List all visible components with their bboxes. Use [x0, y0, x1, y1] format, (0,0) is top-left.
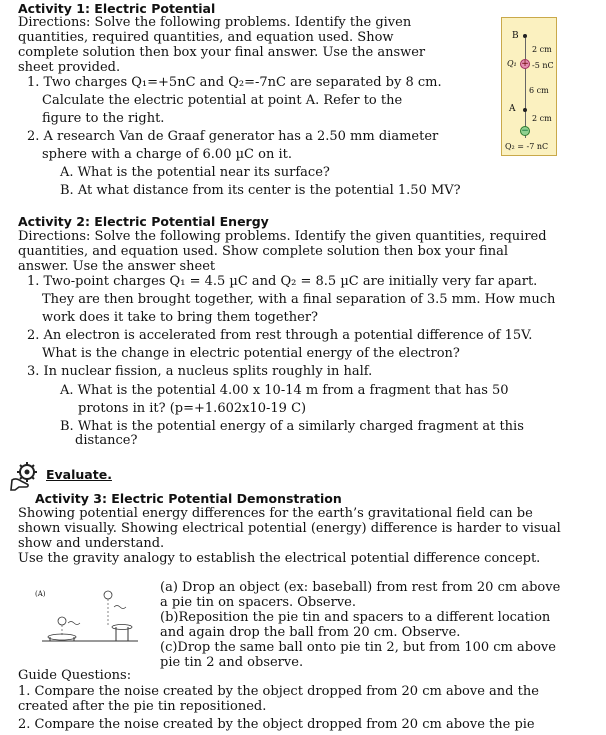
activity2-q1-cont: work does it take to bring them together? — [42, 310, 319, 325]
activity2-q3b-cont: distance? — [75, 433, 138, 448]
point-a-label: A — [509, 104, 516, 114]
point-a-dot — [523, 108, 527, 112]
activity3-step: and again drop the ball from 20 cm. Observe. — [160, 625, 461, 640]
pie-tin-figure — [30, 585, 140, 654]
charges-figure — [501, 17, 557, 156]
activity1-directions-line: sheet provided. — [18, 60, 121, 75]
q1-value: -5 nC — [532, 61, 554, 70]
q1-charge-icon: + — [521, 59, 529, 69]
activity3-step: (a) Drop an object (ex: baseball) from rest from 20 cm above — [160, 580, 561, 595]
activity2-q3: 3. In nuclear fission, a nucleus splits roughly in half. — [27, 364, 373, 379]
activity3-intro-line: show and understand. — [18, 536, 165, 551]
activity1-q1-cont: figure to the right. — [42, 111, 165, 126]
activity2-q3b: B. What is the potential energy of a similarly charged fragment at this — [60, 419, 524, 434]
activity3-title: Activity 3: Electric Potential Demonstration — [35, 491, 342, 506]
activity1-q1-cont: Calculate the electric potential at point A. Refer to the — [42, 93, 403, 108]
activity1-q2b: B. At what distance from its center is the potential 1.50 MV? — [60, 183, 461, 198]
activity1-q2-cont: sphere with a charge of 6.00 µC on it. — [42, 147, 292, 162]
q1-label: Q₁ — [507, 59, 517, 68]
activity3-step: (c)Drop the same ball onto pie tin 2, but from 100 cm above — [160, 640, 556, 655]
activity2-title: Activity 2: Electric Potential Energy — [18, 214, 269, 229]
guide-question: created after the pie tin repositioned. — [18, 699, 267, 714]
evaluate-heading: Evaluate. — [46, 467, 112, 482]
activity3-step: a pie tin on spacers. Observe. — [160, 595, 357, 610]
activity2-directions-line: Directions: Solve the following problems. Identify the given quantities, required — [18, 229, 547, 244]
activity1-directions-line: quantities, required quantities, and equation used. Show — [18, 30, 394, 45]
activity2-q2: 2. An electron is accelerated from rest through a potential difference of 15V. — [27, 328, 533, 343]
activity1-q2a: A. What is the potential near its surface? — [60, 165, 330, 180]
activity2-directions-line: answer. Use the answer sheet — [18, 259, 216, 274]
activity1-q1: 1. Two charges Q₁=+5nC and Q₂=-7nC are separated by 8 cm. — [27, 75, 442, 90]
distance-label: 2 cm — [532, 45, 552, 54]
activity1-directions-line: complete solution then box your final answer. Use the answer — [18, 45, 426, 60]
guide-question: 1. Compare the noise created by the object dropped from 20 cm above and the — [18, 684, 539, 699]
hand-gear-icon — [8, 458, 42, 492]
activity2-q1-cont: They are then brought together, with a final separation of 3.5 mm. How much — [42, 292, 556, 307]
activity3-step: pie tin 2 and observe. — [160, 655, 304, 670]
activity2-directions-line: quantities, and equation used. Show complete solution then box your final — [18, 244, 508, 259]
point-b-label: B — [512, 31, 519, 41]
activity1-q2: 2. A research Van de Graaf generator has a 2.50 mm diameter — [27, 129, 439, 144]
guide-questions-title: Guide Questions: — [18, 668, 132, 683]
q2-charge-icon: − — [521, 126, 529, 136]
distance-label: 6 cm — [529, 86, 549, 95]
drop-demo-illustration — [30, 585, 140, 650]
activity1-title: Activity 1: Electric Potential — [18, 1, 216, 16]
figure-axis-line — [525, 38, 526, 138]
activity2-q3a-cont: protons in it? (p=+1.602x10-19 C) — [78, 401, 307, 416]
activity2-q3a: A. What is the potential 4.00 x 10-14 m from a fragment that has 50 — [60, 383, 509, 398]
figure-label: (A) — [35, 590, 46, 598]
activity3-step: (b)Reposition the pie tin and spacers to a different location — [160, 610, 551, 625]
activity3-intro-line: Showing potential energy differences for the earth’s gravitational field can be — [18, 506, 533, 521]
distance-label: 2 cm — [532, 114, 552, 123]
q2-label: Q₂ = -7 nC — [505, 142, 549, 151]
guide-question: 2. Compare the noise created by the object dropped from 20 cm above the pie — [18, 717, 535, 732]
activity2-q2-cont: What is the change in electric potential energy of the electron? — [42, 346, 460, 361]
activity3-intro-line: Use the gravity analogy to establish the electrical potential difference concept. — [18, 551, 541, 566]
activity2-q1: 1. Two-point charges Q₁ = 4.5 µC and Q₂ = 8.5 µC are initially very far apart. — [27, 274, 538, 289]
activity1-directions-line: Directions: Solve the following problems. Identify the given — [18, 15, 412, 30]
activity3-intro-line: shown visually. Showing electrical potential (energy) difference is harder to visual — [18, 521, 561, 536]
